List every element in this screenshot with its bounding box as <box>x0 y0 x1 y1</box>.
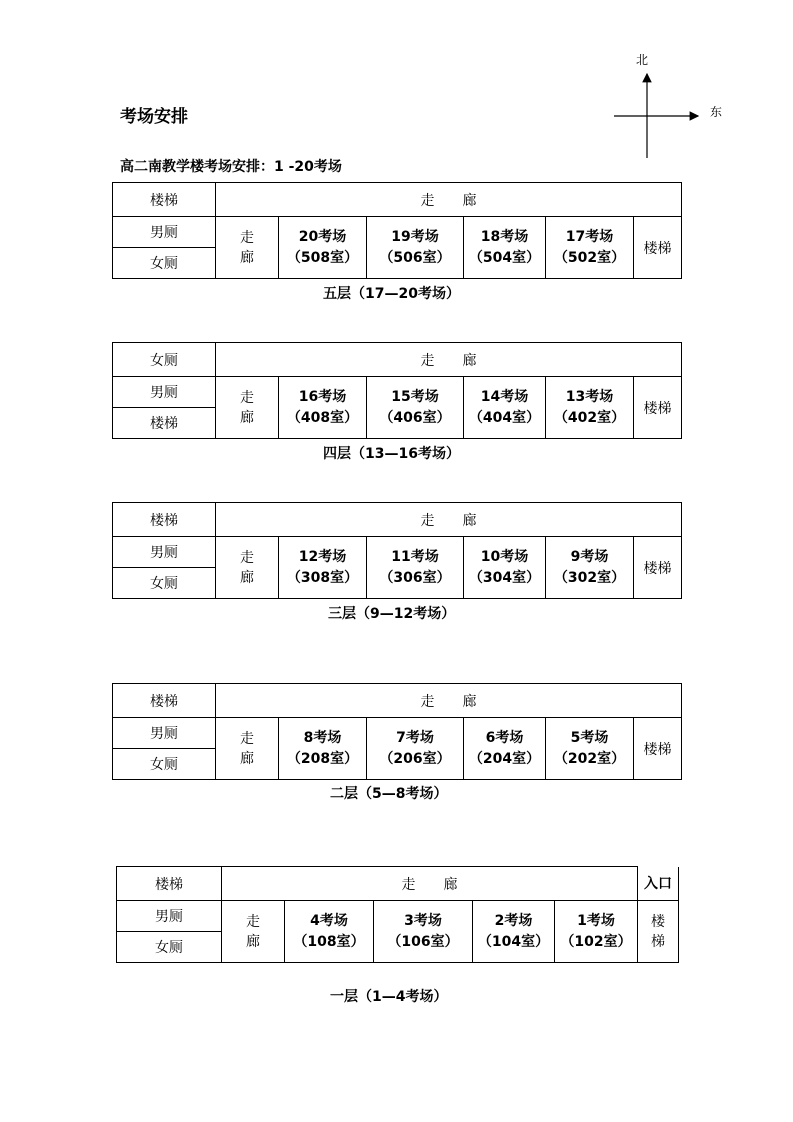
stairs-right: 楼梯 <box>634 718 682 780</box>
corridor-vertical: 走 廊 <box>216 217 279 279</box>
corridor-header: 走 廊 <box>216 503 682 537</box>
page-title: 考场安排 <box>120 107 188 127</box>
exam-room: 13考场 （402室） <box>546 377 634 439</box>
side-cell-top: 楼梯 <box>113 503 216 537</box>
exam-room: 1考场 （102室） <box>555 901 638 963</box>
corridor-vertical: 走 廊 <box>216 537 279 599</box>
side-cell-middle: 男厕 <box>113 377 216 408</box>
floor-caption: 四层（13—16考场） <box>323 446 460 462</box>
exam-room: 20考场 （508室） <box>279 217 367 279</box>
stairs-right: 楼梯 <box>634 377 682 439</box>
side-cell-top: 楼梯 <box>113 183 216 217</box>
floor-4-plan <box>112 342 682 439</box>
exam-room: 2考场 （104室） <box>473 901 555 963</box>
exam-room: 15考场 （406室） <box>367 377 464 439</box>
side-cell-top: 女厕 <box>113 343 216 377</box>
floor-caption: 五层（17—20考场） <box>323 286 460 302</box>
exam-room: 11考场 （306室） <box>367 537 464 599</box>
floor-5-plan <box>112 182 682 279</box>
exam-room: 14考场 （404室） <box>464 377 546 439</box>
side-cell-bottom: 楼梯 <box>113 408 216 439</box>
exam-room: 6考场 （204室） <box>464 718 546 780</box>
side-cell-top: 楼梯 <box>117 867 222 901</box>
floor-caption: 一层（1—4考场） <box>330 989 448 1005</box>
exam-room: 8考场 （208室） <box>279 718 367 780</box>
side-cell-middle: 男厕 <box>117 901 222 932</box>
exam-room: 12考场 （308室） <box>279 537 367 599</box>
side-cell-middle: 男厕 <box>113 217 216 248</box>
side-cell-middle: 男厕 <box>113 718 216 749</box>
floor-2-plan <box>112 683 682 780</box>
stairs-right: 楼梯 <box>634 537 682 599</box>
compass <box>610 48 730 163</box>
exam-room: 3考场 （106室） <box>374 901 473 963</box>
corridor-vertical: 走 廊 <box>216 377 279 439</box>
corridor-header: 走 廊 <box>216 183 682 217</box>
stairs-right: 楼梯 <box>634 217 682 279</box>
exam-room: 9考场 （302室） <box>546 537 634 599</box>
side-cell-bottom: 女厕 <box>113 248 216 279</box>
floor-caption: 三层（9—12考场） <box>328 606 456 622</box>
corridor-header: 走 廊 <box>216 343 682 377</box>
exam-room: 5考场 （202室） <box>546 718 634 780</box>
side-cell-middle: 男厕 <box>113 537 216 568</box>
corridor-header: 走 廊 <box>222 867 638 901</box>
exam-room: 4考场 （108室） <box>285 901 374 963</box>
floor-1-plan <box>116 866 679 963</box>
exam-room: 7考场 （206室） <box>367 718 464 780</box>
corridor-vertical: 走 廊 <box>216 718 279 780</box>
page-subtitle: 高二南教学楼考场安排：1 -20考场 <box>120 159 342 175</box>
side-cell-bottom: 女厕 <box>113 749 216 780</box>
side-cell-bottom: 女厕 <box>117 932 222 963</box>
exam-room: 16考场 （408室） <box>279 377 367 439</box>
compass-arrows-icon <box>610 48 710 163</box>
compass-east-label: 东 <box>710 105 723 119</box>
exam-room: 17考场 （502室） <box>546 217 634 279</box>
exam-room: 19考场 （506室） <box>367 217 464 279</box>
exam-room: 18考场 （504室） <box>464 217 546 279</box>
corridor-header: 走 廊 <box>216 684 682 718</box>
floor-3-plan <box>112 502 682 599</box>
compass-north-label: 北 <box>636 53 649 67</box>
exam-room: 10考场 （304室） <box>464 537 546 599</box>
side-cell-top: 楼梯 <box>113 684 216 718</box>
floor-caption: 二层（5—8考场） <box>330 786 448 802</box>
side-cell-bottom: 女厕 <box>113 568 216 599</box>
corridor-vertical: 走 廊 <box>222 901 285 963</box>
stairs-right: 楼 梯 <box>638 901 679 963</box>
entrance-label: 入口 <box>638 867 679 901</box>
